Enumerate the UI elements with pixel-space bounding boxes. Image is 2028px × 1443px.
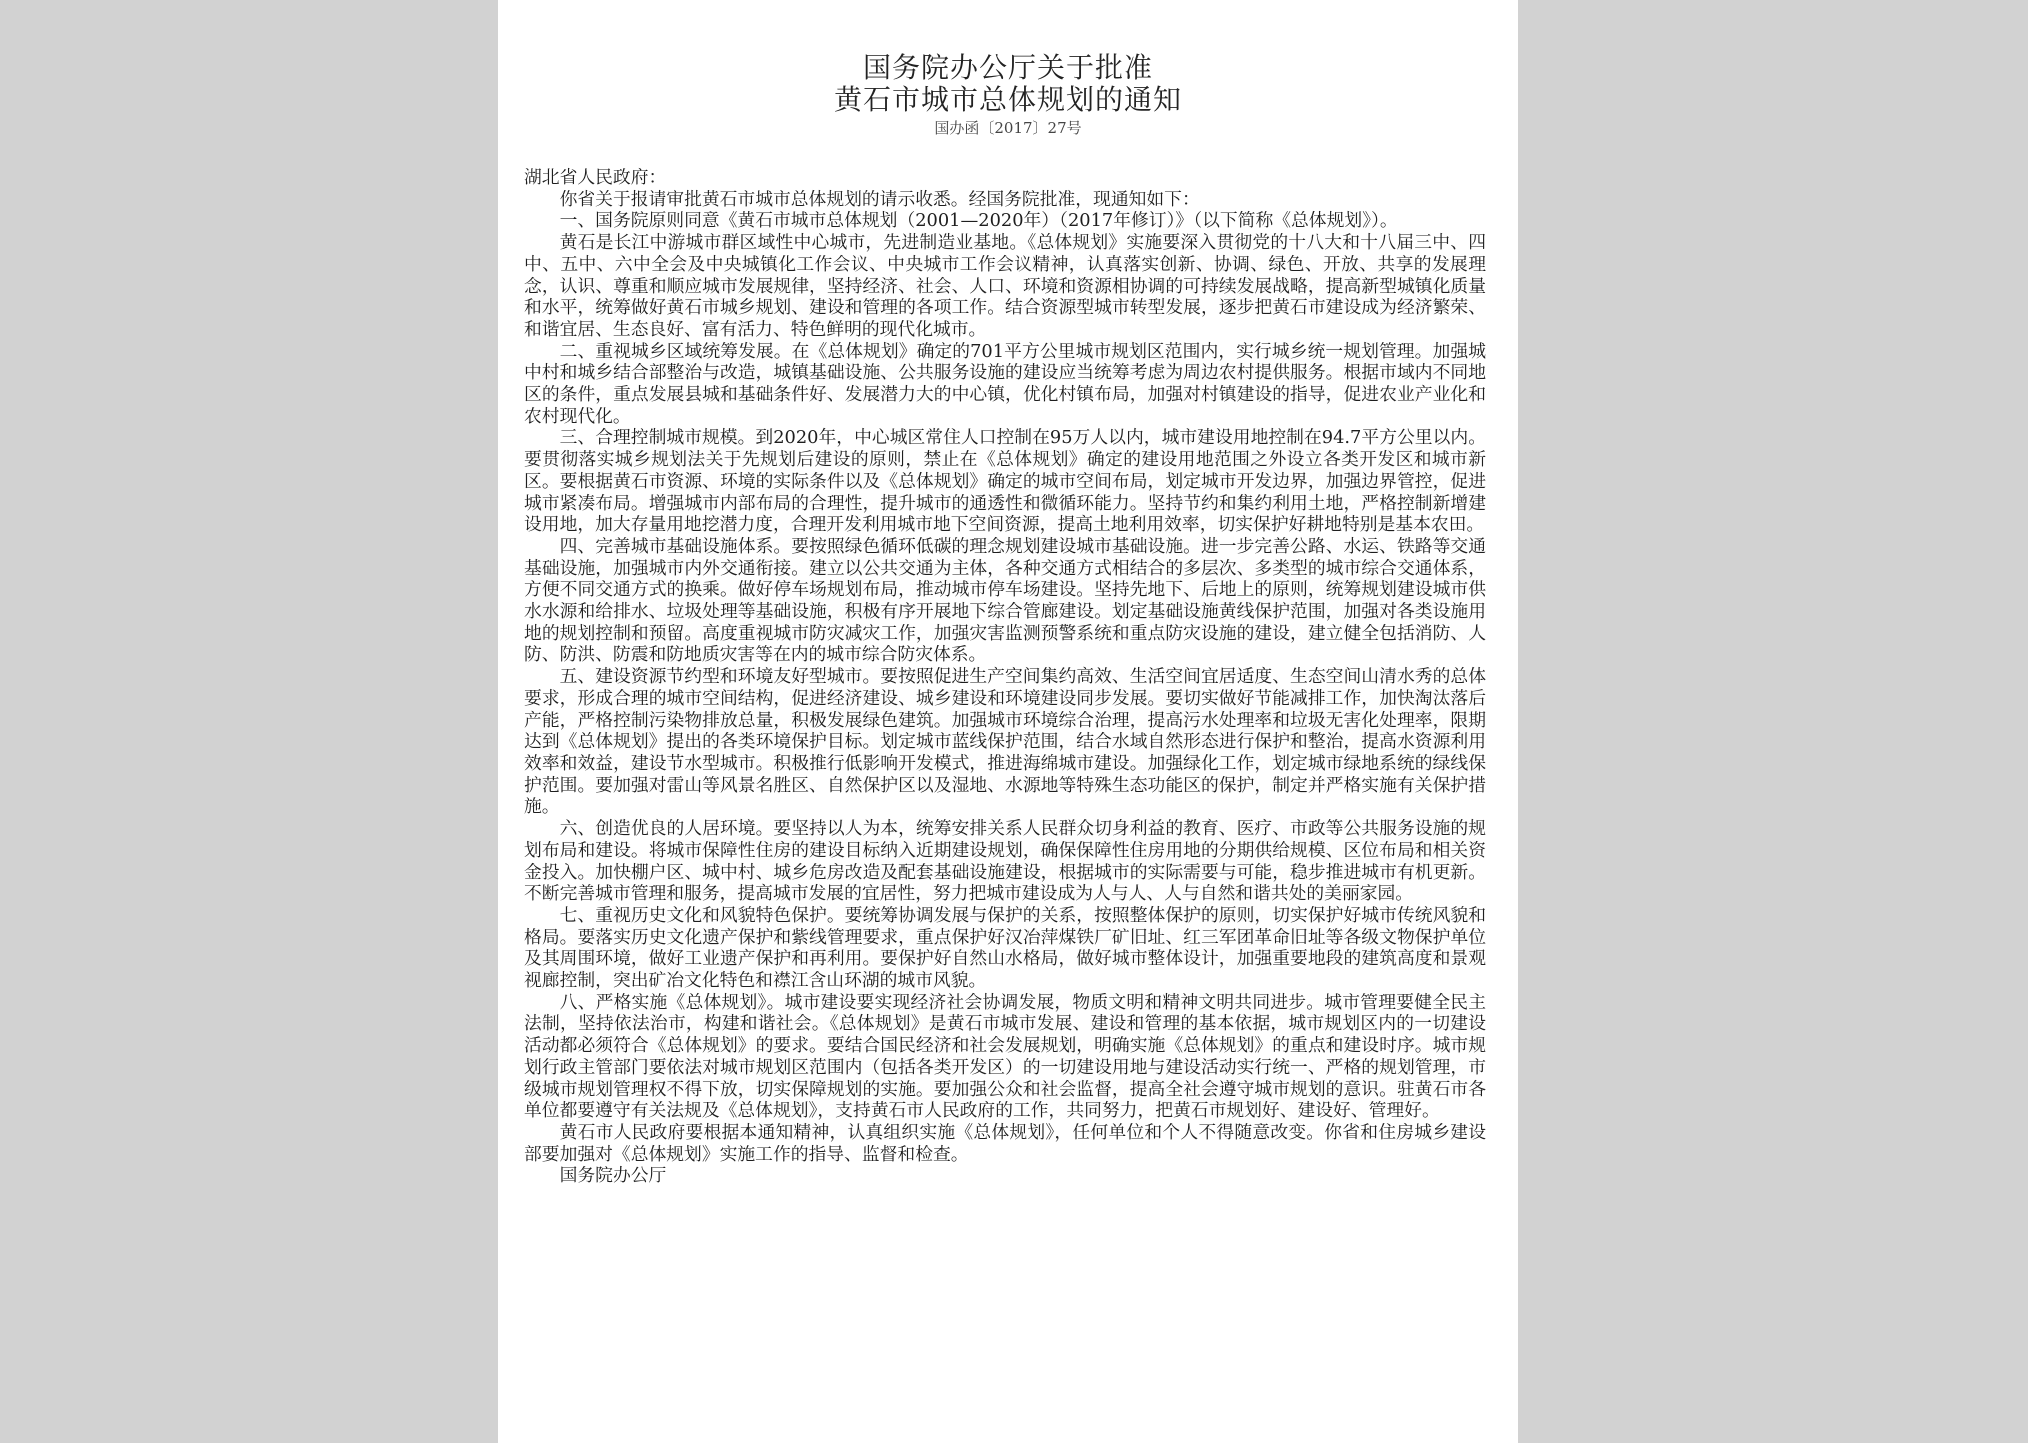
- document-page: [498, 0, 1518, 1443]
- signature: 国务院办公厅: [559, 1165, 667, 1187]
- paragraph-5: 五、建设资源节约型和环境友好型城市。要按照促进生产空间集约高效、生活空间宜居适度、生态空间山清水秀的总体要求，形成合理的城市空间结构，促进经济建设、城乡建设和环境建设同步发展。要切实做好节能减排工作，加快淘汰落后产能，严格控制污染物排放总量，积极发展绿色建筑。加强城市环境综合治理，提高污水处理率和垃圾无害化处理率，限期达到《总体规划》提出的各类环境保护目标。划定城市蓝线保护范围，结合水域自然形态进行保护和整治，提高水资源利用效率和效益，建设节水型城市。积极推行低影响开发模式，推进海绵城市建设。加强绿化工作，划定城市绿地系统的绿线保护范围。要加强对雷山等风景名胜区、自然保护区以及湿地、水源地等特殊生态功能区的保护，制定并严格实施有关保护措施。: [524, 666, 1486, 818]
- paragraph-1: 一、国务院原则同意《黄石市城市总体规划（2001—2020年）（2017年修订）》（以下简称《总体规划》）。: [559, 210, 1398, 232]
- paragraph-3: 三、合理控制城市规模。到2020年，中心城区常住人口控制在95万人以内，城市建设用地控制在94.7平方公里以内。要贯彻落实城乡规划法关于先规划后建设的原则，禁止在《总体规划》确定的建设用地范围之外设立各类开发区和城市新区。要根据黄石市资源、环境的实际条件以及《总体规划》确定的城市空间布局，划定城市开发边界，加强边界管控，促进城市紧凑布局。增强城市内部布局的合理性，提升城市的通透性和微循环能力。坚持节约和集约利用土地，严格控制新增建设用地，加大存量用地挖潜力度，合理开发利用城市地下空间资源，提高土地利用效率，切实保护好耕地特别是基本农田。: [524, 427, 1486, 536]
- paragraph-closing: 黄石市人民政府要根据本通知精神，认真组织实施《总体规划》，任何单位和个人不得随意改变。你省和住房城乡建设部要加强对《总体规划》实施工作的指导、监督和检查。: [524, 1121, 1486, 1165]
- paragraph-8: 八、严格实施《总体规划》。城市建设要实现经济社会协调发展，物质文明和精神文明共同进步。城市管理要健全民主法制，坚持依法治市，构建和谐社会。《总体规划》是黄石市城市发展、建设和管理的基本依据，城市规划区内的一切建设活动都必须符合《总体规划》的要求。要结合国民经济和社会发展规划，明确实施《总体规划》的重点和建设时序。城市规划行政主管部门要依法对城市规划区范围内（包括各类开发区）的一切建设用地与建设活动实行统一、严格的规划管理，市级城市规划管理权不得下放，切实保障规划的实施。要加强公众和社会监督，提高全社会遵守城市规划的意识。驻黄石市各单位都要遵守有关法规及《总体规划》，支持黄石市人民政府的工作，共同努力，把黄石市规划好、建设好、管理好。: [524, 991, 1486, 1122]
- document-title-line-1: 国务院办公厅关于批准: [862, 51, 1153, 84]
- paragraph-intro: 你省关于报请审批黄石市城市总体规划的请示收悉。经国务院批准，现通知如下：: [559, 188, 1200, 210]
- paragraph-6: 六、创造优良的人居环境。要坚持以人为本，统筹安排关系人民群众切身利益的教育、医疗、市政等公共服务设施的规划布局和建设。将城市保障性住房的建设目标纳入近期建设规划，确保保障性住房用地的分期供给规模、区位布局和相关资金投入。加快棚户区、城中村、城乡危房改造及配套基础设施建设，根据城市的实际需要与可能，稳步推进城市有机更新。不断完善城市管理和服务，提高城市发展的宜居性，努力把城市建设成为人与人、人与自然和谐共处的美丽家园。: [524, 818, 1486, 905]
- paragraph-7: 七、重视历史文化和风貌特色保护。要统筹协调发展与保护的关系，按照整体保护的原则，切实保护好城市传统风貌和格局。要落实历史文化遗产保护和紫线管理要求，重点保护好汉冶萍煤铁厂矿旧址、红三军团革命旧址等各级文物保护单位及其周围环境，做好工业遗产保护和再利用。要保护好自然山水格局，做好城市整体设计，加强重要地段的建筑高度和景观视廊控制，突出矿冶文化特色和襟江含山环湖的城市风貌。: [524, 904, 1486, 992]
- document-title-line-2: 黄石市城市总体规划的通知: [833, 83, 1182, 116]
- document-body: [524, 167, 1486, 1187]
- addressee: 湖北省人民政府：: [524, 167, 667, 188]
- paragraph-2: 二、重视城乡区域统筹发展。在《总体规划》确定的701平方公里城市规划区范围内，实行城乡统一规划管理。加强城中村和城乡结合部整治与改造，城镇基础设施、公共服务设施的建设应当统筹考虑为周边农村提供服务。根据市域内不同地区的条件，重点发展县城和基础条件好、发展潜力大的中心镇，优化村镇布局，加强对村镇建设的指导，促进农业产业化和农村现代化。: [524, 340, 1486, 427]
- document-number: 国办函〔2017〕27号: [934, 119, 1082, 137]
- paragraph-4: 四、完善城市基础设施体系。要按照绿色循环低碳的理念规划建设城市基础设施。进一步完善公路、水运、铁路等交通基础设施，加强城市内外交通衔接。建立以公共交通为主体，各种交通方式相结合的多层次、多类型的城市综合交通体系，方便不同交通方式的换乘。做好停车场规划布局，推动城市停车场建设。坚持先地下、后地上的原则，统筹规划建设城市供水水源和给排水、垃圾处理等基础设施，积极有序开展地下综合管廊建设。划定基础设施黄线保护范围，加强对各类设施用地的规划控制和预留。高度重视城市防灾减灾工作，加强灾害监测预警系统和重点防灾设施的建设，建立健全包括消防、人防、防洪、防震和防地质灾害等在内的城市综合防灾体系。: [524, 535, 1486, 666]
- paragraph-1-detail: 黄石是长江中游城市群区域性中心城市，先进制造业基地。《总体规划》实施要深入贯彻党的十八大和十八届三中、四中、五中、六中全会及中央城镇化工作会议、中央城市工作会议精神，认真落实创新、协调、绿色、开放、共享的发展理念，认识、尊重和顺应城市发展规律，坚持经济、社会、人口、环境和资源相协调的可持续发展战略，提高新型城镇化质量和水平，统筹做好黄石市城乡规划、建设和管理的各项工作。结合资源型城市转型发展，逐步把黄石市建设成为经济繁荣、和谐宜居、生态良好、富有活力、特色鲜明的现代化城市。: [524, 232, 1486, 340]
